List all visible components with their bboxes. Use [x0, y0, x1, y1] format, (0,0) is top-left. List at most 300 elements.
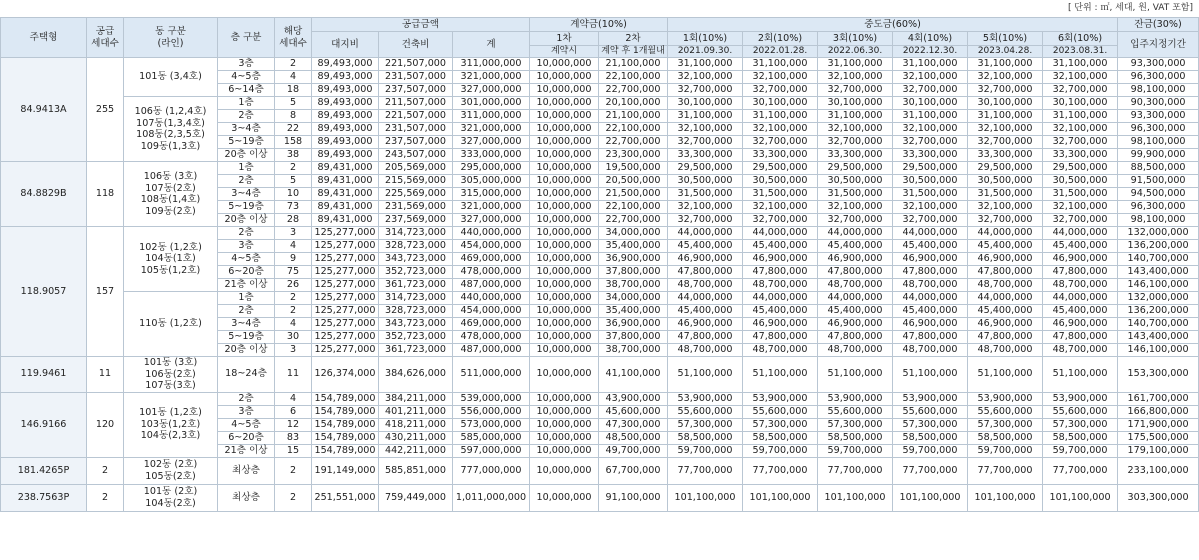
- price-cell: 10,000,000: [530, 149, 599, 162]
- table-row: [1, 162, 1199, 175]
- price-cell: 136,200,000: [1118, 305, 1199, 318]
- price-cell: 31,500,000: [668, 188, 743, 201]
- price-cell: 10,000,000: [530, 484, 599, 511]
- price-cell: 442,211,000: [379, 444, 453, 457]
- floor-cell: 1층: [218, 292, 275, 305]
- price-cell: 47,800,000: [968, 331, 1043, 344]
- price-cell: 32,100,000: [1043, 201, 1118, 214]
- price-cell: 45,400,000: [1043, 240, 1118, 253]
- floor-cell: 3~4층: [218, 188, 275, 201]
- price-cell: 233,100,000: [1118, 457, 1199, 484]
- price-cell: 48,700,000: [818, 279, 893, 292]
- price-cell: 46,900,000: [1043, 253, 1118, 266]
- price-cell: 32,700,000: [818, 84, 893, 97]
- price-cell: 89,493,000: [312, 149, 379, 162]
- price-cell: 143,400,000: [1118, 331, 1199, 344]
- floor-cell: 6~20층: [218, 266, 275, 279]
- price-cell: 30,500,000: [818, 175, 893, 188]
- price-cell: 31,100,000: [893, 58, 968, 71]
- price-cell: 10,000,000: [530, 201, 599, 214]
- price-cell: 311,000,000: [453, 58, 530, 71]
- household-cell: 3: [275, 227, 312, 240]
- price-cell: 89,431,000: [312, 201, 379, 214]
- price-cell: 47,800,000: [968, 266, 1043, 279]
- price-cell: 46,900,000: [893, 318, 968, 331]
- price-cell: 328,723,000: [379, 305, 453, 318]
- price-cell: 45,400,000: [893, 240, 968, 253]
- floor-cell: 21층 이상: [218, 279, 275, 292]
- price-cell: 31,100,000: [668, 110, 743, 123]
- household-cell: 2: [275, 58, 312, 71]
- price-cell: 31,100,000: [1043, 58, 1118, 71]
- price-cell: 10,000,000: [530, 279, 599, 292]
- price-cell: 44,000,000: [743, 292, 818, 305]
- price-cell: 140,700,000: [1118, 318, 1199, 331]
- price-cell: 32,700,000: [743, 136, 818, 149]
- dong-cell: 101동 (3호) 106동(2호) 107동(3호): [124, 357, 218, 393]
- household-cell: 4: [275, 392, 312, 405]
- price-cell: 10,000,000: [530, 84, 599, 97]
- price-cell: 45,400,000: [893, 305, 968, 318]
- price-cell: 46,900,000: [1043, 318, 1118, 331]
- price-cell: 32,100,000: [668, 201, 743, 214]
- table-row: [1, 392, 1199, 405]
- price-cell: 29,500,000: [893, 162, 968, 175]
- floor-cell: 2층: [218, 305, 275, 318]
- price-cell: 88,500,000: [1118, 162, 1199, 175]
- price-cell: 33,300,000: [743, 149, 818, 162]
- price-cell: 51,100,000: [743, 357, 818, 393]
- col-m2: 2회(10%): [743, 32, 818, 46]
- price-cell: 777,000,000: [453, 457, 530, 484]
- price-cell: 77,700,000: [743, 457, 818, 484]
- price-cell: 48,500,000: [599, 431, 668, 444]
- price-cell: 10,000,000: [530, 110, 599, 123]
- price-cell: 32,100,000: [668, 123, 743, 136]
- price-cell: 32,100,000: [893, 201, 968, 214]
- price-cell: 30,100,000: [968, 97, 1043, 110]
- floor-cell: 20층 이상: [218, 214, 275, 227]
- price-cell: 237,569,000: [379, 214, 453, 227]
- price-cell: 315,000,000: [453, 188, 530, 201]
- floor-cell: 최상층: [218, 484, 275, 511]
- price-cell: 573,000,000: [453, 418, 530, 431]
- price-cell: 30,100,000: [668, 97, 743, 110]
- price-cell: 125,277,000: [312, 305, 379, 318]
- price-cell: 77,700,000: [1043, 457, 1118, 484]
- price-cell: 44,000,000: [818, 292, 893, 305]
- price-cell: 48,700,000: [893, 279, 968, 292]
- price-cell: 45,400,000: [968, 305, 1043, 318]
- dong-cell: 102동 (2호) 105동(2호): [124, 457, 218, 484]
- price-cell: 161,700,000: [1118, 392, 1199, 405]
- price-cell: 231,507,000: [379, 123, 453, 136]
- col-c2: 2차: [599, 32, 668, 46]
- price-cell: 10,000,000: [530, 418, 599, 431]
- price-cell: 10,000,000: [530, 318, 599, 331]
- price-cell: 146,100,000: [1118, 344, 1199, 357]
- col-balance: 잔금(30%): [1118, 18, 1199, 32]
- floor-cell: 2층: [218, 110, 275, 123]
- price-cell: 51,100,000: [668, 357, 743, 393]
- price-cell: 55,600,000: [668, 405, 743, 418]
- price-cell: 10,000,000: [530, 58, 599, 71]
- price-cell: 44,000,000: [968, 292, 1043, 305]
- price-cell: 10,000,000: [530, 292, 599, 305]
- price-cell: 53,900,000: [668, 392, 743, 405]
- price-cell: 10,000,000: [530, 457, 599, 484]
- price-cell: 333,000,000: [453, 149, 530, 162]
- col-households: 해당 세대수: [275, 18, 312, 58]
- price-cell: 32,700,000: [668, 84, 743, 97]
- supply-count-cell: 11: [87, 357, 124, 393]
- price-cell: 77,700,000: [668, 457, 743, 484]
- price-cell: 361,723,000: [379, 344, 453, 357]
- price-cell: 556,000,000: [453, 405, 530, 418]
- price-cell: 32,700,000: [1043, 214, 1118, 227]
- price-cell: 10,000,000: [530, 431, 599, 444]
- price-cell: 10,000,000: [530, 123, 599, 136]
- price-cell: 321,000,000: [453, 201, 530, 214]
- floor-cell: 5~19층: [218, 331, 275, 344]
- price-cell: 154,789,000: [312, 444, 379, 457]
- price-cell: 10,000,000: [530, 188, 599, 201]
- col-c1: 1차: [530, 32, 599, 46]
- price-cell: 314,723,000: [379, 227, 453, 240]
- price-cell: 125,277,000: [312, 240, 379, 253]
- price-cell: 32,100,000: [818, 201, 893, 214]
- price-cell: 57,300,000: [668, 418, 743, 431]
- price-cell: 327,000,000: [453, 136, 530, 149]
- price-cell: 440,000,000: [453, 292, 530, 305]
- price-cell: 38,700,000: [599, 279, 668, 292]
- price-cell: 31,500,000: [818, 188, 893, 201]
- price-cell: 352,723,000: [379, 331, 453, 344]
- price-cell: 47,800,000: [818, 266, 893, 279]
- price-cell: 384,626,000: [379, 357, 453, 393]
- price-cell: 32,700,000: [668, 214, 743, 227]
- price-cell: 93,300,000: [1118, 110, 1199, 123]
- price-cell: 23,300,000: [599, 149, 668, 162]
- price-cell: 32,700,000: [968, 214, 1043, 227]
- floor-cell: 20층 이상: [218, 149, 275, 162]
- price-cell: 22,100,000: [599, 123, 668, 136]
- price-cell: 47,800,000: [668, 266, 743, 279]
- dong-cell: 110동 (1,2호): [124, 292, 218, 357]
- price-cell: 55,600,000: [1043, 405, 1118, 418]
- col-m4-date: 2022.12.30.: [893, 46, 968, 58]
- price-cell: 47,800,000: [1043, 266, 1118, 279]
- household-cell: 26: [275, 279, 312, 292]
- price-cell: 55,600,000: [893, 405, 968, 418]
- household-cell: 10: [275, 188, 312, 201]
- household-cell: 8: [275, 110, 312, 123]
- price-cell: 101,100,000: [1043, 484, 1118, 511]
- price-cell: 125,277,000: [312, 253, 379, 266]
- price-cell: 32,100,000: [743, 71, 818, 84]
- price-cell: 32,100,000: [968, 71, 1043, 84]
- price-cell: 321,000,000: [453, 71, 530, 84]
- price-cell: 585,000,000: [453, 431, 530, 444]
- price-cell: 125,277,000: [312, 344, 379, 357]
- price-cell: 58,500,000: [893, 431, 968, 444]
- price-cell: 32,700,000: [668, 136, 743, 149]
- price-cell: 55,600,000: [818, 405, 893, 418]
- household-cell: 15: [275, 444, 312, 457]
- price-cell: 311,000,000: [453, 110, 530, 123]
- price-cell: 31,100,000: [818, 58, 893, 71]
- floor-cell: 4~5층: [218, 71, 275, 84]
- price-cell: 305,000,000: [453, 175, 530, 188]
- price-cell: 30,500,000: [743, 175, 818, 188]
- price-cell: 126,374,000: [312, 357, 379, 393]
- household-cell: 73: [275, 201, 312, 214]
- price-cell: 221,507,000: [379, 110, 453, 123]
- price-cell: 59,700,000: [668, 444, 743, 457]
- price-cell: 191,149,000: [312, 457, 379, 484]
- price-cell: 53,900,000: [818, 392, 893, 405]
- price-cell: 55,600,000: [743, 405, 818, 418]
- price-cell: 89,493,000: [312, 123, 379, 136]
- price-cell: 32,100,000: [893, 71, 968, 84]
- price-cell: 10,000,000: [530, 344, 599, 357]
- price-cell: 10,000,000: [530, 136, 599, 149]
- price-cell: 32,700,000: [818, 214, 893, 227]
- col-m1: 1회(10%): [668, 32, 743, 46]
- price-cell: 46,900,000: [668, 253, 743, 266]
- price-cell: 30,100,000: [818, 97, 893, 110]
- price-cell: 89,493,000: [312, 84, 379, 97]
- col-dong: 동 구분 (라인): [124, 18, 218, 58]
- household-cell: 158: [275, 136, 312, 149]
- price-cell: 343,723,000: [379, 318, 453, 331]
- price-cell: 231,569,000: [379, 201, 453, 214]
- price-cell: 237,507,000: [379, 84, 453, 97]
- price-cell: 29,500,000: [1043, 162, 1118, 175]
- floor-cell: 3층: [218, 240, 275, 253]
- price-cell: 33,300,000: [1043, 149, 1118, 162]
- col-c1-sub: 계약시: [530, 46, 599, 58]
- price-cell: 22,700,000: [599, 84, 668, 97]
- price-cell: 57,300,000: [1043, 418, 1118, 431]
- price-cell: 29,500,000: [743, 162, 818, 175]
- price-cell: 251,551,000: [312, 484, 379, 511]
- price-cell: 59,700,000: [893, 444, 968, 457]
- price-cell: 327,000,000: [453, 84, 530, 97]
- price-cell: 30,500,000: [668, 175, 743, 188]
- price-cell: 31,500,000: [968, 188, 1043, 201]
- table-row: [1, 357, 1199, 393]
- price-cell: 32,100,000: [1043, 123, 1118, 136]
- price-cell: 96,300,000: [1118, 71, 1199, 84]
- price-cell: 32,100,000: [668, 71, 743, 84]
- price-cell: 401,211,000: [379, 405, 453, 418]
- price-cell: 215,569,000: [379, 175, 453, 188]
- price-cell: 91,500,000: [1118, 175, 1199, 188]
- price-cell: 89,493,000: [312, 58, 379, 71]
- price-cell: 440,000,000: [453, 227, 530, 240]
- table-row: [1, 457, 1199, 484]
- price-cell: 22,700,000: [599, 136, 668, 149]
- price-cell: 45,400,000: [968, 240, 1043, 253]
- price-cell: 89,493,000: [312, 97, 379, 110]
- price-cell: 48,700,000: [668, 344, 743, 357]
- price-cell: 53,900,000: [893, 392, 968, 405]
- price-cell: 31,100,000: [968, 110, 1043, 123]
- price-cell: 47,800,000: [743, 331, 818, 344]
- table-row: [1, 58, 1199, 71]
- table-header: [1, 18, 1199, 58]
- price-cell: 46,900,000: [818, 253, 893, 266]
- price-cell: 143,400,000: [1118, 266, 1199, 279]
- price-cell: 29,500,000: [668, 162, 743, 175]
- price-cell: 58,500,000: [1043, 431, 1118, 444]
- price-cell: 10,000,000: [530, 444, 599, 457]
- supply-count-cell: 120: [87, 392, 124, 457]
- price-cell: 314,723,000: [379, 292, 453, 305]
- price-cell: 57,300,000: [743, 418, 818, 431]
- price-cell: 32,100,000: [968, 201, 1043, 214]
- price-cell: 31,100,000: [818, 110, 893, 123]
- price-cell: 31,100,000: [668, 58, 743, 71]
- price-cell: 48,700,000: [668, 279, 743, 292]
- price-cell: 53,900,000: [968, 392, 1043, 405]
- price-cell: 55,600,000: [968, 405, 1043, 418]
- price-cell: 136,200,000: [1118, 240, 1199, 253]
- price-cell: 45,400,000: [818, 305, 893, 318]
- dong-cell: 101동 (3,4호): [124, 58, 218, 97]
- price-cell: 179,100,000: [1118, 444, 1199, 457]
- price-cell: 19,500,000: [599, 162, 668, 175]
- price-cell: 237,507,000: [379, 136, 453, 149]
- household-cell: 6: [275, 405, 312, 418]
- price-cell: 90,300,000: [1118, 97, 1199, 110]
- price-cell: 99,900,000: [1118, 149, 1199, 162]
- floor-cell: 3층: [218, 405, 275, 418]
- price-cell: 34,000,000: [599, 227, 668, 240]
- price-cell: 101,100,000: [818, 484, 893, 511]
- household-cell: 2: [275, 484, 312, 511]
- supply-count-cell: 2: [87, 484, 124, 511]
- floor-cell: 21층 이상: [218, 444, 275, 457]
- price-cell: 46,900,000: [893, 253, 968, 266]
- floor-cell: 1층: [218, 97, 275, 110]
- price-cell: 125,277,000: [312, 227, 379, 240]
- price-cell: 89,431,000: [312, 175, 379, 188]
- price-cell: 30,500,000: [968, 175, 1043, 188]
- price-cell: 759,449,000: [379, 484, 453, 511]
- table-row: [1, 292, 1199, 305]
- price-cell: 30,500,000: [1043, 175, 1118, 188]
- price-cell: 48,700,000: [1043, 344, 1118, 357]
- price-cell: 46,900,000: [743, 253, 818, 266]
- price-cell: 478,000,000: [453, 331, 530, 344]
- household-cell: 5: [275, 97, 312, 110]
- floor-cell: 2층: [218, 227, 275, 240]
- price-cell: 47,300,000: [599, 418, 668, 431]
- price-cell: 58,500,000: [818, 431, 893, 444]
- dong-cell: 106동 (1,2,4호) 107동(1,3,4호) 108동(2,3,5호) 109동(1,3호): [124, 97, 218, 162]
- supply-count-cell: 255: [87, 58, 124, 162]
- price-cell: 48,700,000: [968, 279, 1043, 292]
- floor-cell: 2층: [218, 392, 275, 405]
- price-cell: 10,000,000: [530, 227, 599, 240]
- price-cell: 48,700,000: [893, 344, 968, 357]
- price-cell: 303,300,000: [1118, 484, 1199, 511]
- price-cell: 36,900,000: [599, 318, 668, 331]
- price-cell: 30,100,000: [1043, 97, 1118, 110]
- price-cell: 301,000,000: [453, 97, 530, 110]
- price-cell: 89,493,000: [312, 136, 379, 149]
- price-cell: 32,700,000: [818, 136, 893, 149]
- price-cell: 48,700,000: [743, 344, 818, 357]
- floor-cell: 4~5층: [218, 253, 275, 266]
- price-cell: 154,789,000: [312, 405, 379, 418]
- price-cell: 58,500,000: [743, 431, 818, 444]
- price-cell: 243,507,000: [379, 149, 453, 162]
- col-price: 공급금액: [312, 18, 530, 32]
- price-cell: 35,400,000: [599, 305, 668, 318]
- price-cell: 47,800,000: [818, 331, 893, 344]
- dong-cell: 101동 (2호) 104동(2호): [124, 484, 218, 511]
- price-cell: 51,100,000: [818, 357, 893, 393]
- floor-cell: 2층: [218, 175, 275, 188]
- price-cell: 94,500,000: [1118, 188, 1199, 201]
- price-cell: 48,700,000: [743, 279, 818, 292]
- price-cell: 430,211,000: [379, 431, 453, 444]
- price-cell: 31,500,000: [893, 188, 968, 201]
- price-cell: 96,300,000: [1118, 201, 1199, 214]
- price-cell: 30,100,000: [893, 97, 968, 110]
- price-cell: 48,700,000: [1043, 279, 1118, 292]
- col-m5: 5회(10%): [968, 32, 1043, 46]
- col-total: 계: [453, 32, 530, 58]
- price-cell: 10,000,000: [530, 357, 599, 393]
- price-cell: 32,700,000: [1043, 84, 1118, 97]
- price-cell: 44,000,000: [818, 227, 893, 240]
- price-cell: 44,000,000: [668, 292, 743, 305]
- floor-cell: 3층: [218, 58, 275, 71]
- price-cell: 32,700,000: [893, 84, 968, 97]
- price-cell: 37,800,000: [599, 331, 668, 344]
- price-cell: 361,723,000: [379, 279, 453, 292]
- price-cell: 511,000,000: [453, 357, 530, 393]
- col-supply: 공급 세대수: [87, 18, 124, 58]
- price-cell: 101,100,000: [743, 484, 818, 511]
- price-cell: 125,277,000: [312, 266, 379, 279]
- price-cell: 487,000,000: [453, 279, 530, 292]
- household-cell: 2: [275, 457, 312, 484]
- price-cell: 98,100,000: [1118, 84, 1199, 97]
- price-cell: 101,100,000: [668, 484, 743, 511]
- price-cell: 10,000,000: [530, 305, 599, 318]
- price-cell: 91,100,000: [599, 484, 668, 511]
- price-cell: 225,569,000: [379, 188, 453, 201]
- floor-cell: 최상층: [218, 457, 275, 484]
- price-cell: 67,700,000: [599, 457, 668, 484]
- price-cell: 59,700,000: [968, 444, 1043, 457]
- price-table: [0, 17, 1199, 512]
- price-cell: 45,400,000: [743, 305, 818, 318]
- price-cell: 211,507,000: [379, 97, 453, 110]
- price-cell: 469,000,000: [453, 318, 530, 331]
- household-cell: 4: [275, 71, 312, 84]
- price-cell: 45,400,000: [818, 240, 893, 253]
- price-cell: 22,700,000: [599, 214, 668, 227]
- price-cell: 96,300,000: [1118, 123, 1199, 136]
- supply-count-cell: 157: [87, 227, 124, 357]
- price-cell: 98,100,000: [1118, 214, 1199, 227]
